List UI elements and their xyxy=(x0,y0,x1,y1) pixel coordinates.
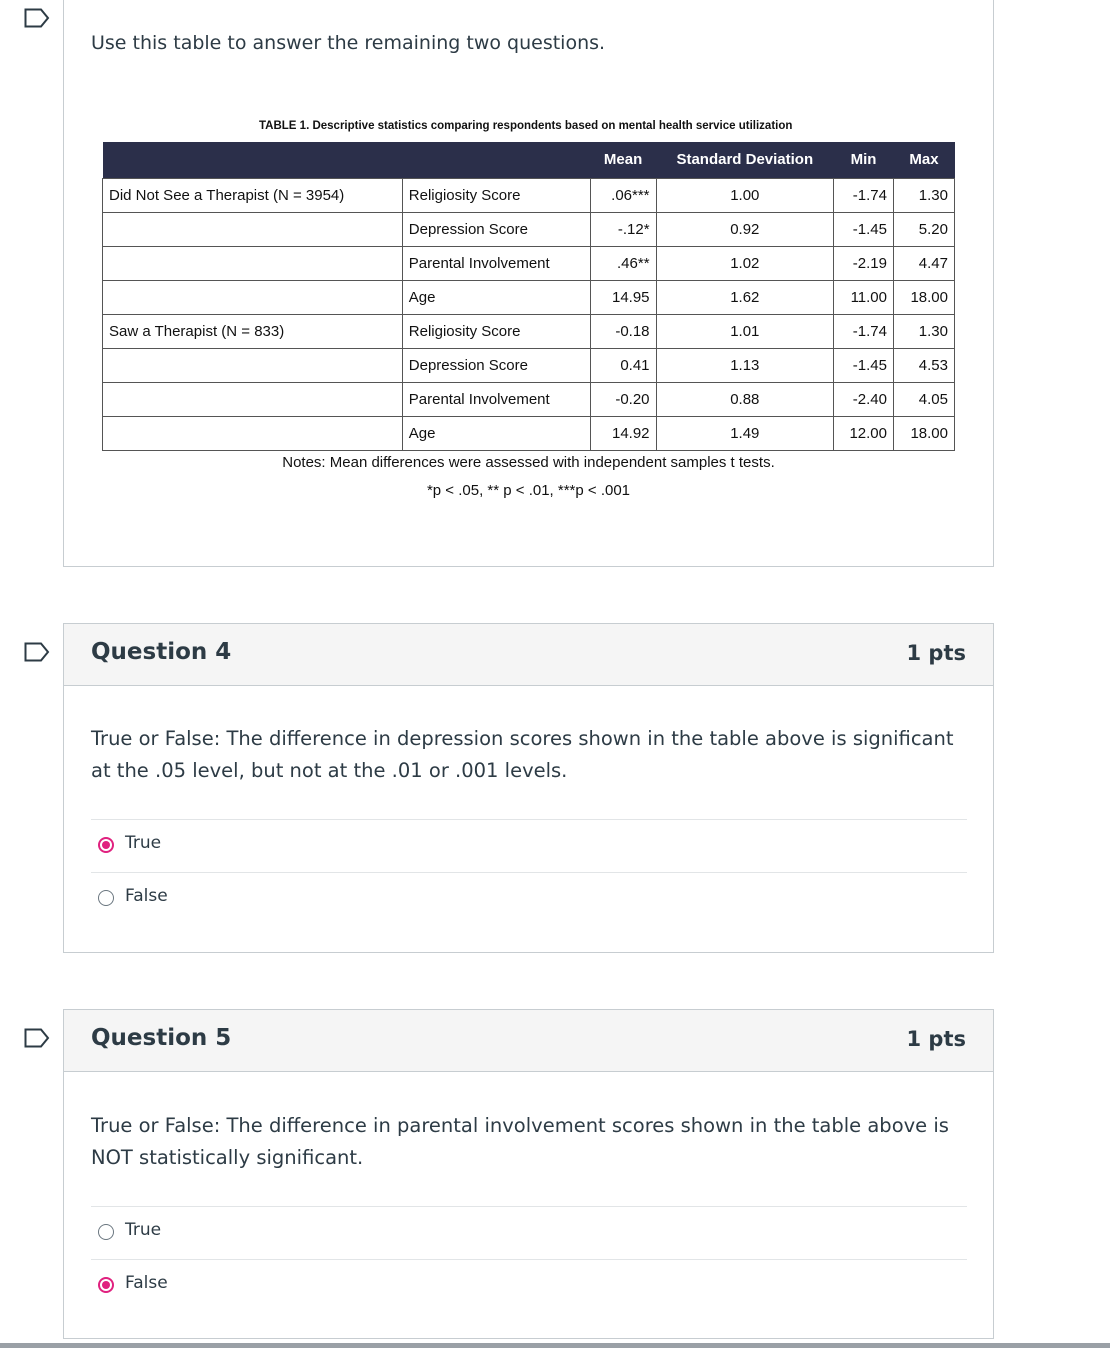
header-cell: Mean xyxy=(590,142,656,178)
table-cell-min: -1.45 xyxy=(834,212,894,246)
table-cell-min: -1.45 xyxy=(834,348,894,382)
table-cell-measure: Religiosity Score xyxy=(402,314,590,348)
table-notes: Notes: Mean differences were assessed with independent samples t tests. xyxy=(282,454,775,471)
question-5 xyxy=(63,1009,994,1339)
table-cell-measure: Depression Score xyxy=(402,348,590,382)
intro-text: Use this table to answer the remaining two questions. xyxy=(91,32,606,54)
table-cell-sd: 0.92 xyxy=(656,212,834,246)
header-cell xyxy=(103,142,403,178)
table-cell-mean: 14.92 xyxy=(590,416,656,450)
answer-option[interactable] xyxy=(91,872,967,925)
table-cell-sd: 0.88 xyxy=(656,382,834,416)
table-cell-mean: .06*** xyxy=(590,178,656,212)
table-cell-sd: 1.00 xyxy=(656,178,834,212)
answer-label[interactable]: False xyxy=(125,1273,168,1293)
question-points: 1 pts xyxy=(906,1027,966,1051)
table-cell-min: -1.74 xyxy=(834,178,894,212)
answer-label[interactable]: True xyxy=(125,1220,162,1240)
table-cell-sd: 1.02 xyxy=(656,246,834,280)
table-cell-max: 4.05 xyxy=(894,382,955,416)
table-row xyxy=(103,348,955,382)
table-cell-measure: Religiosity Score xyxy=(402,178,590,212)
radio-button[interactable] xyxy=(98,890,114,906)
table-cell-min: 11.00 xyxy=(834,280,894,314)
table-cell-group xyxy=(103,416,403,450)
header-cell: Standard Deviation xyxy=(656,142,834,178)
table-cell-mean: -0.18 xyxy=(590,314,656,348)
table-row xyxy=(103,178,955,212)
table-cell-sd: 1.13 xyxy=(656,348,834,382)
table-cell-group xyxy=(103,246,403,280)
table-cell-group xyxy=(103,382,403,416)
header-cell: Max xyxy=(894,142,955,178)
question-points: 1 pts xyxy=(906,641,966,665)
table-cell-max: 5.20 xyxy=(894,212,955,246)
flag-question-icon[interactable] xyxy=(24,8,50,28)
table-cell-mean: 14.95 xyxy=(590,280,656,314)
table-cell-sd: 1.01 xyxy=(656,314,834,348)
radio-button[interactable] xyxy=(98,1277,114,1293)
table-cell-sd: 1.62 xyxy=(656,280,834,314)
header-cell xyxy=(402,142,590,178)
answer-option[interactable] xyxy=(91,1206,967,1259)
table-cell-min: -1.74 xyxy=(834,314,894,348)
table-cell-max: 18.00 xyxy=(894,280,955,314)
question-title: Question 4 xyxy=(91,639,232,665)
text-only-question xyxy=(63,0,994,567)
question-title: Question 5 xyxy=(91,1025,232,1051)
table-cell-min: -2.40 xyxy=(834,382,894,416)
table-row xyxy=(103,382,955,416)
table-cell-mean: .46** xyxy=(590,246,656,280)
table-row xyxy=(103,246,955,280)
table-cell-min: -2.19 xyxy=(834,246,894,280)
table-cell-measure: Parental Involvement xyxy=(402,382,590,416)
table-cell-measure: Depression Score xyxy=(402,212,590,246)
answer-option[interactable] xyxy=(91,819,967,872)
table-cell-mean: -.12* xyxy=(590,212,656,246)
question-text: True or False: The difference in depression scores shown in the table above is significant at the .05 level, but not at the .01 or .001 levels. xyxy=(91,727,954,782)
horizontal-scrollbar[interactable] xyxy=(0,1343,1110,1348)
table-cell-group xyxy=(103,212,403,246)
table-cell-min: 12.00 xyxy=(834,416,894,450)
table-cell-group xyxy=(103,348,403,382)
question-header xyxy=(64,1010,993,1072)
table-significance: *p < .05, ** p < .01, ***p < .001 xyxy=(426,482,631,499)
table-cell-group xyxy=(103,280,403,314)
table-row xyxy=(103,416,955,450)
table-cell-group: Saw a Therapist (N = 833) xyxy=(103,314,403,348)
flag-question-icon[interactable] xyxy=(24,642,50,662)
answer-label[interactable]: True xyxy=(125,833,162,853)
radio-button[interactable] xyxy=(98,837,114,853)
table-cell-group: Did Not See a Therapist (N = 3954) xyxy=(103,178,403,212)
table-cell-mean: 0.41 xyxy=(590,348,656,382)
stats-table xyxy=(102,142,955,451)
table-cell-measure: Parental Involvement xyxy=(402,246,590,280)
question-header xyxy=(64,624,993,686)
question-4 xyxy=(63,623,994,953)
table-cell-measure: Age xyxy=(402,280,590,314)
table-row xyxy=(103,280,955,314)
question-text: True or False: The difference in parental involvement scores shown in the table above is NOT statistically significant. xyxy=(91,1114,949,1169)
answer-option[interactable] xyxy=(91,1259,967,1312)
table-cell-max: 18.00 xyxy=(894,416,955,450)
flag-question-icon[interactable] xyxy=(24,1028,50,1048)
table-cell-max: 1.30 xyxy=(894,178,955,212)
table-row xyxy=(103,314,955,348)
table-cell-mean: -0.20 xyxy=(590,382,656,416)
table-cell-max: 4.53 xyxy=(894,348,955,382)
table-row xyxy=(103,212,955,246)
table-cell-max: 1.30 xyxy=(894,314,955,348)
table-cell-measure: Age xyxy=(402,416,590,450)
table-caption: TABLE 1. Descriptive statistics comparing respondents based on mental health service utilization xyxy=(259,120,793,132)
answer-label[interactable]: False xyxy=(125,886,168,906)
header-cell: Min xyxy=(834,142,894,178)
radio-button[interactable] xyxy=(98,1224,114,1240)
table-cell-max: 4.47 xyxy=(894,246,955,280)
table-cell-sd: 1.49 xyxy=(656,416,834,450)
table-header-row xyxy=(103,142,955,178)
